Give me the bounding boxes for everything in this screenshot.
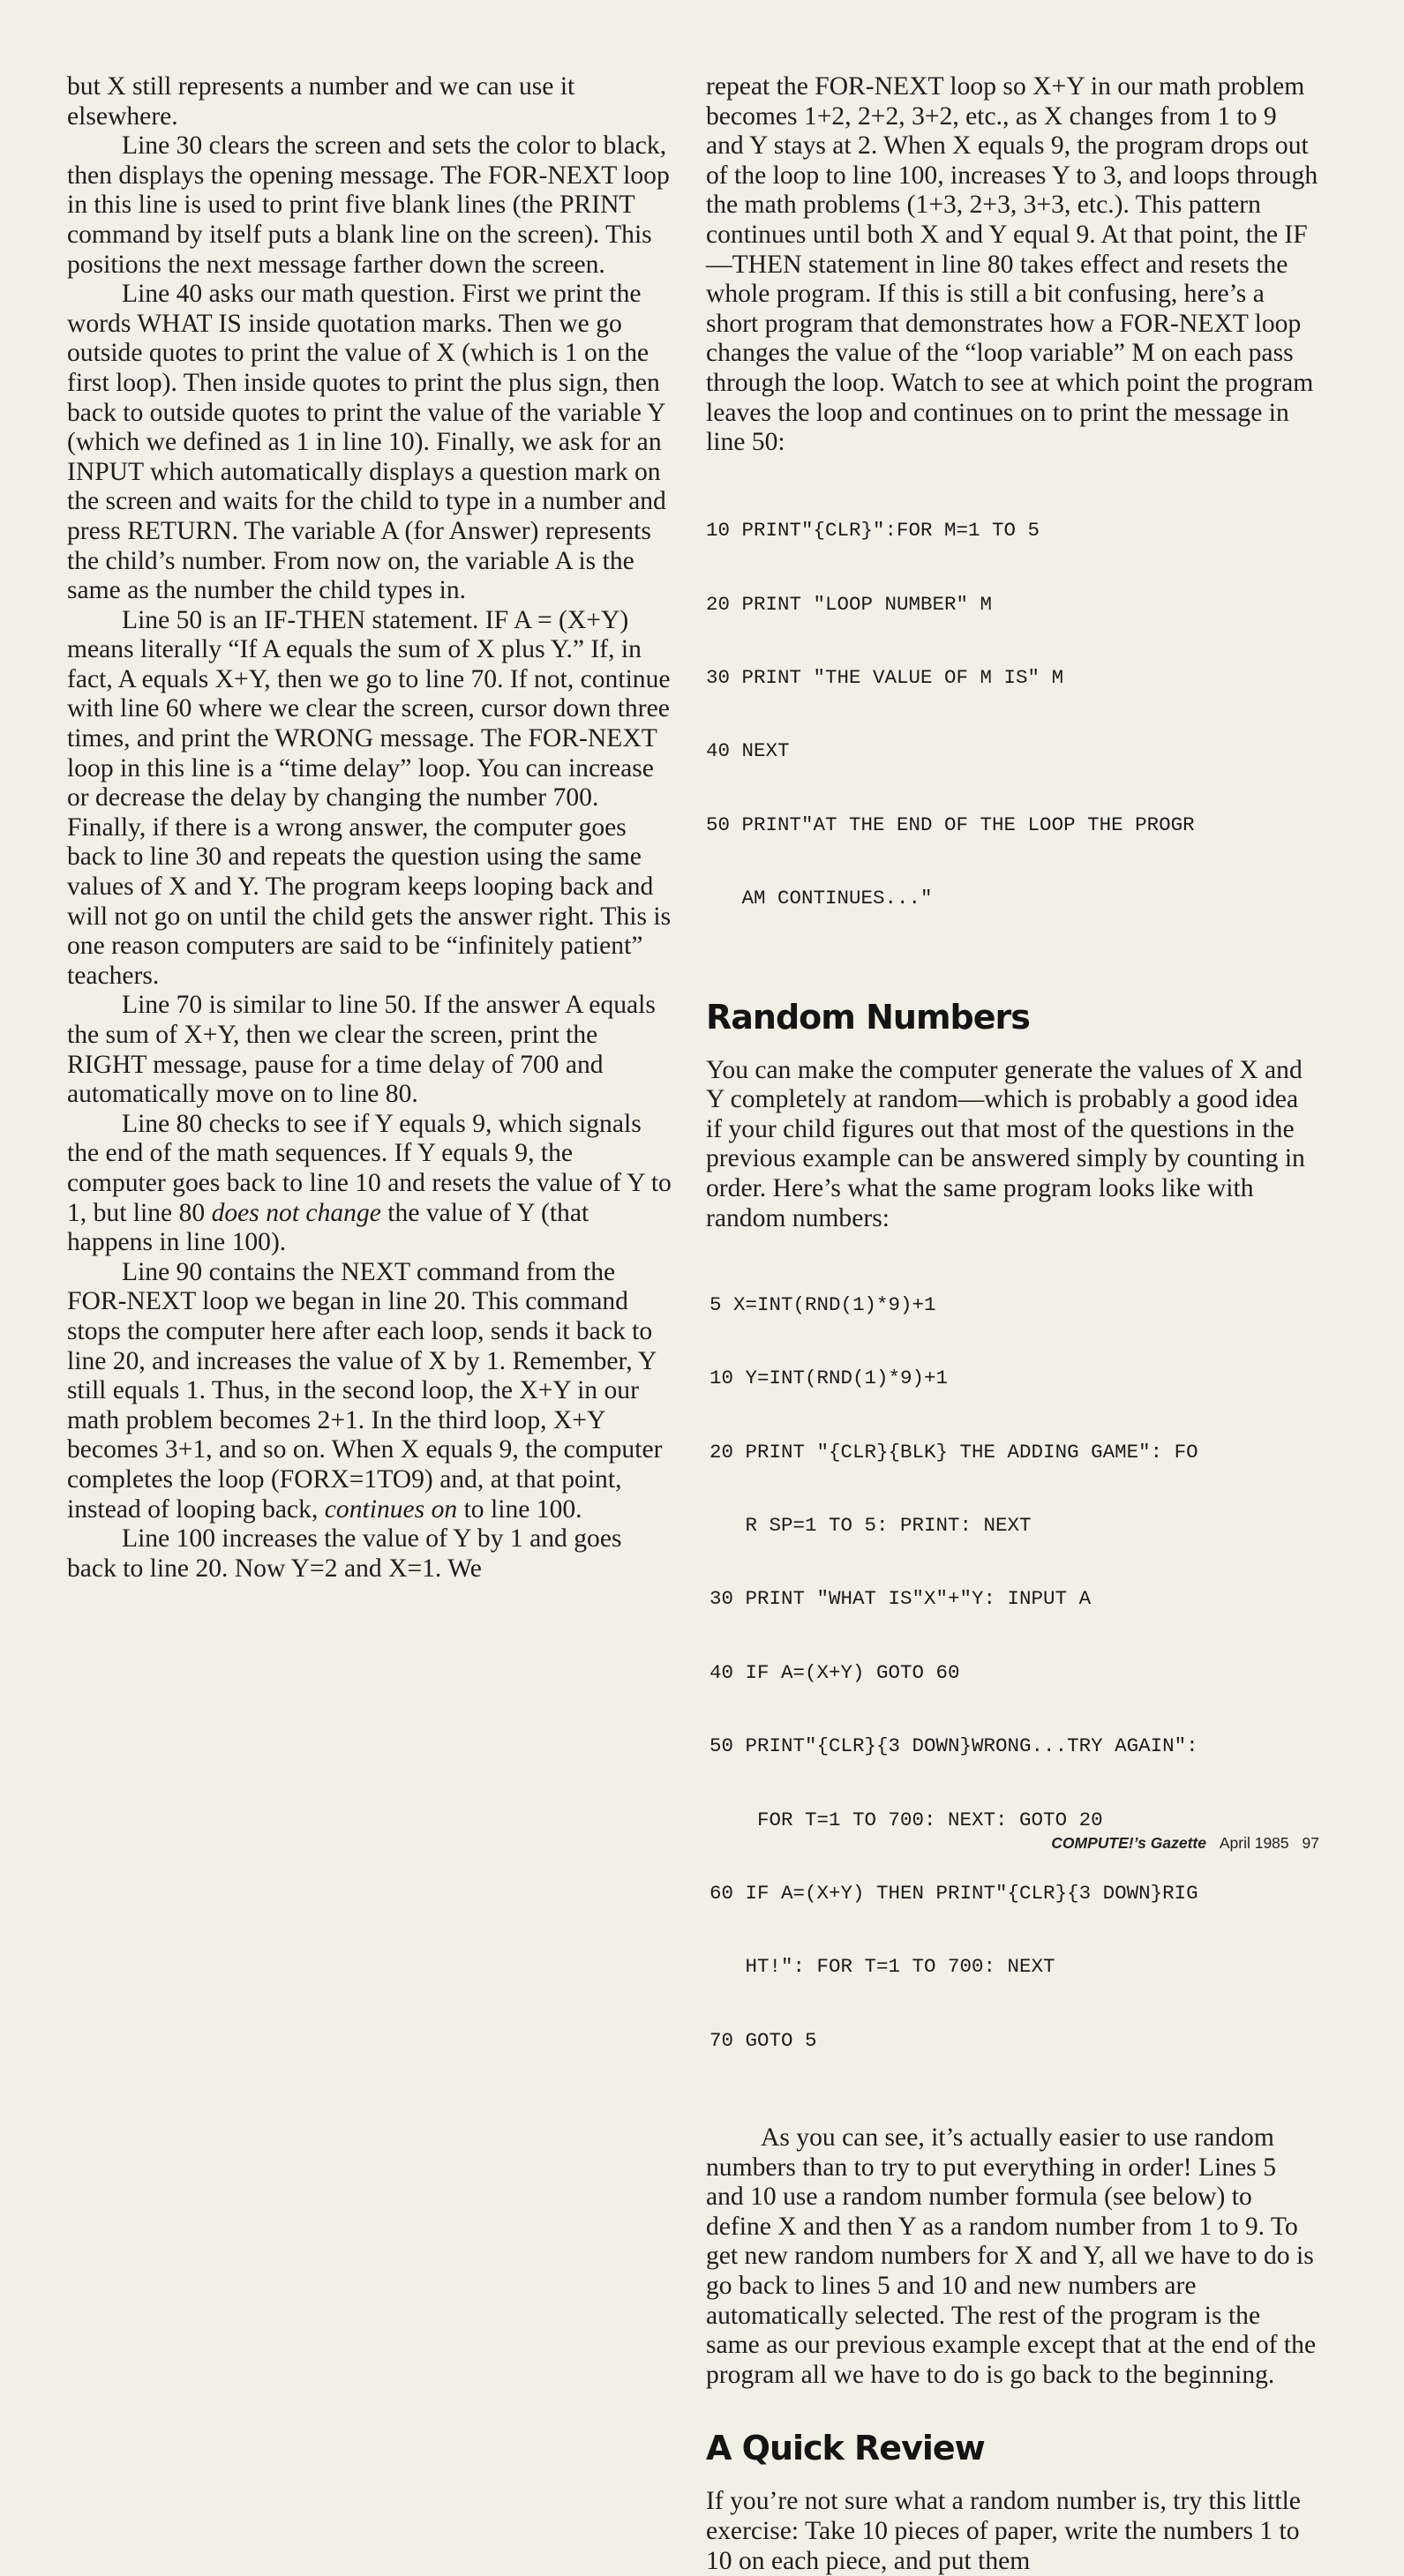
paragraph: Line 30 clears the screen and sets the color to black, then displays the opening message. The FOR-NEXT loop in this line is used to print five blank lines (the PRINT command by itself puts a blank line on the screen). This positions the next message farther down the screen.	[67, 131, 670, 279]
code-line: 40 IF A=(X+Y) GOTO 60	[710, 1660, 960, 1684]
code-line: 50 PRINT"AT THE END OF THE LOOP THE PROGR	[706, 812, 1195, 836]
text-run: Line 80 checks to see if Y equals 9, which signals the end of the math sequences. If Y equals 9, the computer goes back to line 10 and resets the value of Y to 1, but line 80	[67, 1109, 672, 1227]
code-line: 70 GOTO 5	[710, 2028, 817, 2052]
code-line: R SP=1 TO 5: PRINT: NEXT	[710, 1513, 1032, 1537]
section-heading: A Quick Review	[706, 2429, 985, 2468]
code-line: 5 X=INT(RND(1)*9)+1	[710, 1292, 936, 1316]
italic-text: does not change	[211, 1198, 381, 1227]
paragraph	[67, 1110, 672, 1258]
section-heading: Random Numbers	[706, 997, 1030, 1037]
paragraph: Line 70 is similar to line 50. If the answer A equals the sum of X+Y, then we clear the screen, print the RIGHT message, pause for a time delay of 700 and automatically move on to line 80.	[67, 991, 656, 1109]
code-listing-loop	[706, 470, 1320, 961]
paragraph: repeat the FOR-NEXT loop so X+Y in our math problem becomes 1+2, 2+2, 3+2, etc., as X changes from 1 to 9 and Y stays at 2. When X equals 9, the program drops out of the loop to line 100, increases Y to 3, and loops through the math problems (1+3, 2+3, 3+3, etc.). This pattern continues until both X and Y equal 9. At that point, the IF—THEN statement in line 80 takes effect and resets the whole program. If this is still a bit confusing, here’s a short program that demonstrates how a FOR-NEXT loop changes the value of the “loop variable” M on each pass through the loop. Watch to see at which point the program leaves the loop and continues on to print the message in line 50:	[706, 72, 1318, 457]
italic-text: continues on	[324, 1494, 458, 1524]
code-line: 10 PRINT"{CLR}":FOR M=1 TO 5	[706, 519, 1040, 543]
paragraph: Line 100 increases the value of Y by 1 and goes back to line 20. Now Y=2 and X=1. We	[67, 1524, 622, 1583]
code-line: 20 PRINT "LOOP NUMBER" M	[706, 592, 993, 616]
paragraph	[67, 1258, 672, 1524]
text-run: Line 90 contains the NEXT command from the FOR-NEXT loop we began in line 20. This command stops the computer here after each loop, sends it back to line 20, and increases the value of X by 1. Remember, Y still equals 1. Thus, in the second loop, the X+Y in our math problem becomes 2+1. In the third loop, X+Y becomes 3+1, and so on. When X equals 9, the computer completes the loop (FORX=1TO9) and, at that point, instead of looping back,	[67, 1257, 663, 1524]
paragraph: If you’re not sure what a random number is, try this little exercise: Take 10 pieces of paper, write the numbers 1 to 10 on each piece, and put them	[706, 2487, 1301, 2575]
paragraph: As you can see, it’s actually easier to use random numbers than to try to put everything in order! Lines 5 and 10 use a random number formula (see below) to define X and then Y as a random number from 1 to 9. To get new random numbers for X and Y, all we have to do is go back to lines 5 and 10 and new numbers are automatically selected. The rest of the program is the same as our previous example except that at the end of the program all we have to do is go back to the beginning.	[706, 2123, 1317, 2389]
page-footer	[1042, 1834, 1319, 1853]
code-listing-random	[710, 1244, 1320, 2102]
paragraph: but X still represents a number and we can use it elsewhere.	[67, 72, 575, 131]
page-number: 97	[1302, 1834, 1319, 1852]
magazine-name: COMPUTE!’s Gazette	[1051, 1834, 1206, 1852]
paragraph: You can make the computer generate the values of X and Y completely at random—which is probably a good idea if your child figures out that most of the questions in the previous example can be answered simply by counting in order. Here’s what the same program looks like with random numbers:	[706, 1055, 1305, 1232]
code-line: 40 NEXT	[706, 739, 790, 763]
code-line: 20 PRINT "{CLR}{BLK} THE ADDING GAME": FO	[710, 1440, 1198, 1464]
text-run: the value of Y (that happens in line 100).	[67, 1198, 589, 1257]
text-run: to line 100.	[457, 1494, 582, 1524]
paragraph: Line 40 asks our math question. First we print the words WHAT IS inside quotation marks. Then we go outside quotes to print the value of X (which is 1 on the first loop). Then inside quotes to print the plus sign, then back to outside quotes to print the value of the variable Y (which we defined as 1 in line 10). Finally, we ask for an INPUT which automatically displays a question mark on the screen and waits for the child to type in a number and press RETURN. The variable A (for Answer) represents the child’s number. From now on, the variable A is the same as the number the child types in.	[67, 280, 666, 605]
code-line: 30 PRINT "THE VALUE OF M IS" M	[706, 666, 1064, 690]
right-column	[706, 72, 1320, 2576]
code-line: 10 Y=INT(RND(1)*9)+1	[710, 1367, 949, 1390]
paragraph: Line 50 is an IF-THEN statement. IF A = (X+Y) means literally “If A equals the sum of X plus Y.” If, in fact, A equals X+Y, then we go to line 70. If not, continue with line 60 where we clear the screen, cursor down three times, and print the WRONG message. The FOR-NEXT loop in this line is a “time delay” loop. You can increase or decrease the delay by changing the number 700. Finally, if there is a wrong answer, the computer goes back to line 30 and repeats the question using the same values of X and Y. The program keeps looping back and will not go on until the child gets the answer right. This is one reason computers are said to be “infinitely patient” teachers.	[67, 605, 672, 990]
left-column	[67, 72, 672, 1584]
code-line: 50 PRINT"{CLR}{3 DOWN}WRONG...TRY AGAIN":	[710, 1734, 1198, 1758]
issue-date: April 1985	[1219, 1834, 1289, 1852]
code-line: HT!": FOR T=1 TO 700: NEXT	[710, 1955, 1055, 1979]
code-line: 30 PRINT "WHAT IS"X"+"Y: INPUT A	[710, 1587, 1092, 1611]
code-line: AM CONTINUES..."	[706, 887, 933, 910]
code-line: FOR T=1 TO 700: NEXT: GOTO 20	[710, 1808, 1103, 1831]
code-line: 60 IF A=(X+Y) THEN PRINT"{CLR}{3 DOWN}RIG	[710, 1881, 1198, 1905]
